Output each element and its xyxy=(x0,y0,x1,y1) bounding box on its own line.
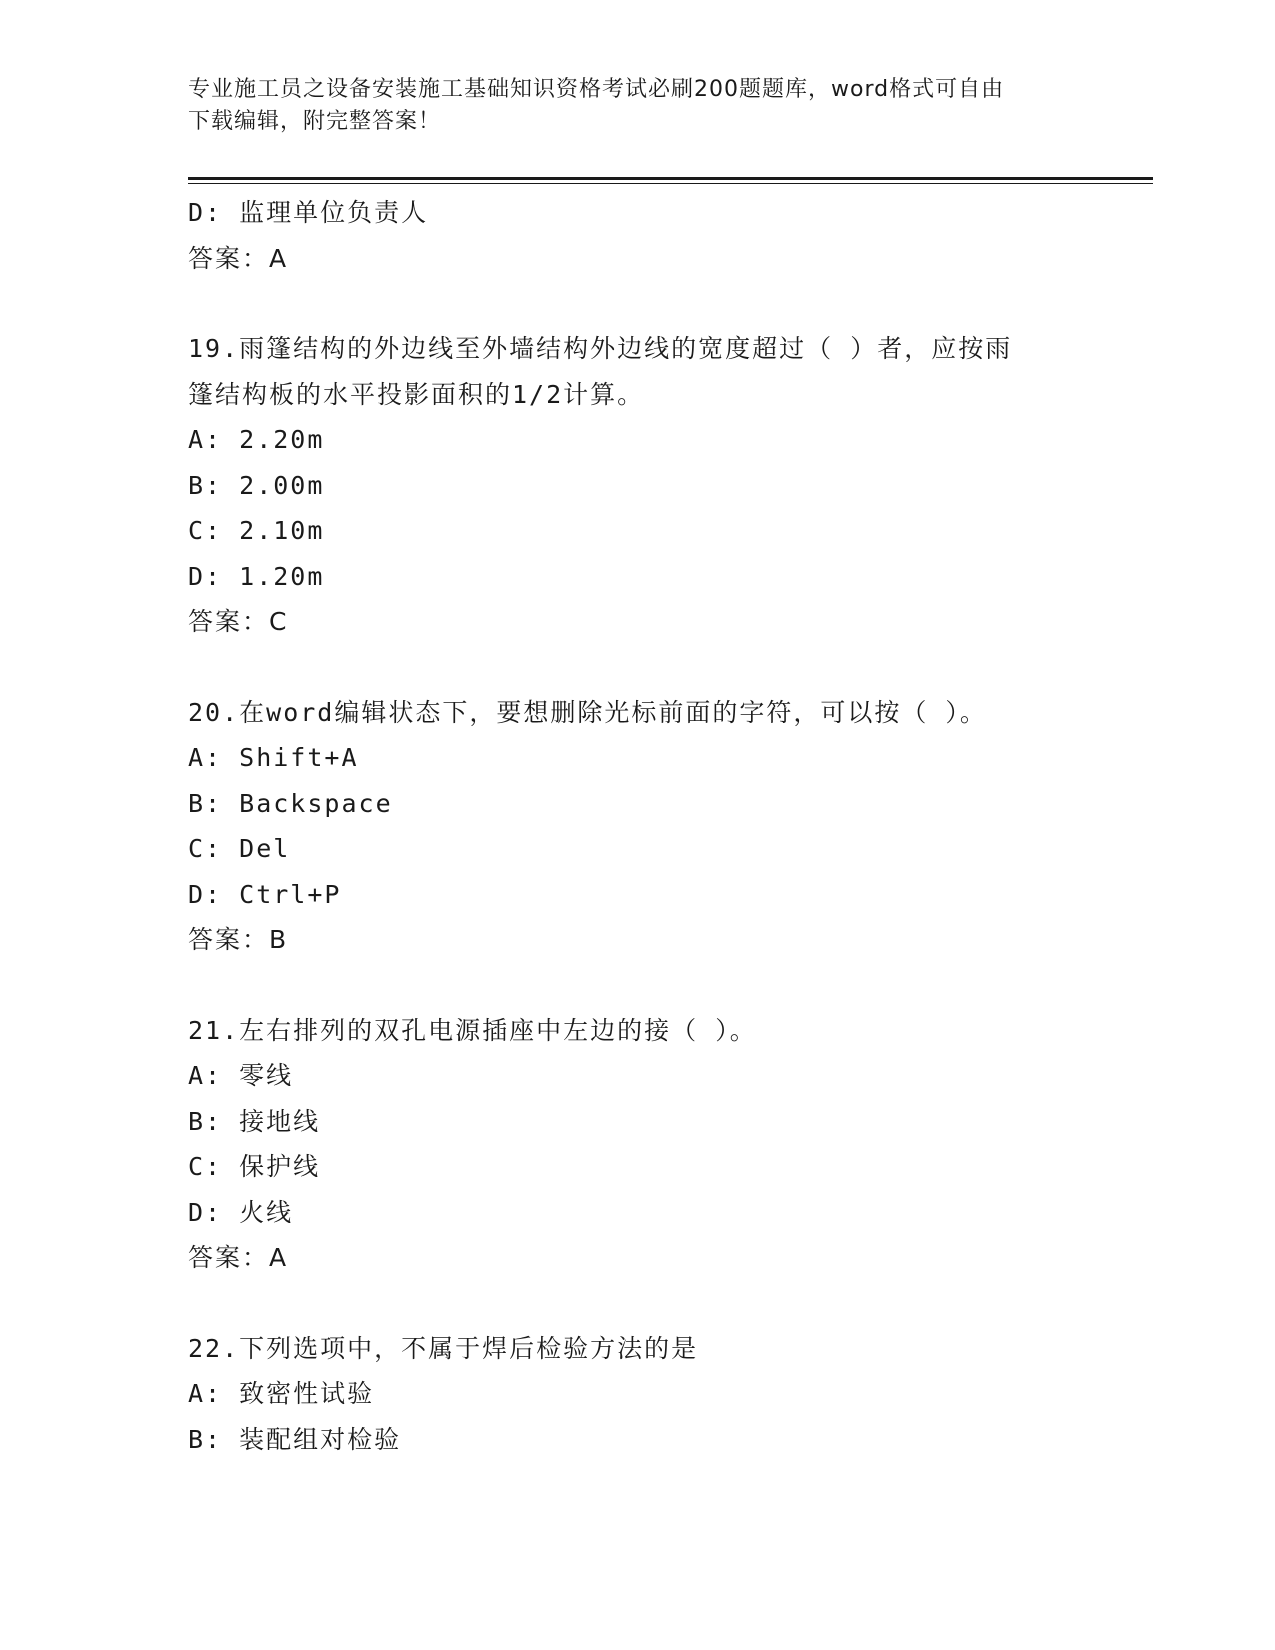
document-header xyxy=(188,74,1088,138)
option-a: A: 致密性试验 xyxy=(188,1379,375,1408)
answer-line: 答案：C xyxy=(188,607,289,636)
option-d: D: 监理单位负责人 xyxy=(188,198,429,227)
spacer xyxy=(188,281,1088,326)
question-text: 20.在word编辑状态下，要想删除光标前面的字符，可以按（ ）。 xyxy=(188,697,987,727)
option-a: A: 2.20m xyxy=(188,425,325,454)
option-d: D: 1.20m xyxy=(188,561,325,591)
option-d: D: Ctrl+P xyxy=(188,879,342,909)
option-b: B: Backspace xyxy=(188,788,393,818)
header-title-line-1: 专业施工员之设备安装施工基础知识资格考试必刷200题题库，word格式可自由 xyxy=(188,77,1005,102)
header-title-line-2: 下载编辑，附完整答案！ xyxy=(188,109,442,134)
question-text: 19.雨篷结构的外边线至外墙结构外边线的宽度超过（ ）者，应按雨 xyxy=(188,334,1013,363)
spacer xyxy=(188,645,1088,690)
question-19 xyxy=(188,326,1088,645)
answer-line: 答案：B xyxy=(188,925,289,954)
question-text-continued: 篷结构板的水平投影面积的1/2计算。 xyxy=(188,379,645,409)
question-text: 21.左右排列的双孔电源插座中左边的接（ ）。 xyxy=(188,1015,757,1045)
question-text: 22.下列选项中，不属于焊后检验方法的是 xyxy=(188,1333,699,1363)
question-20 xyxy=(188,690,1088,963)
option-b: B: 2.00m xyxy=(188,470,325,500)
option-c: C: 保护线 xyxy=(188,1152,321,1181)
option-d: D: 火线 xyxy=(188,1197,294,1227)
question-22 xyxy=(188,1326,1088,1463)
option-b: B: 装配组对检验 xyxy=(188,1424,402,1454)
question-21 xyxy=(188,1008,1088,1281)
question-18-tail xyxy=(188,190,1088,281)
option-c: C: 2.10m xyxy=(188,516,325,545)
answer-line: 答案：A xyxy=(188,243,289,273)
question-content xyxy=(188,190,1088,1462)
option-a: A: 零线 xyxy=(188,1061,294,1090)
option-a: A: Shift+A xyxy=(188,743,359,772)
option-c: C: Del xyxy=(188,834,291,863)
header-divider-thin xyxy=(188,183,1153,184)
answer-line: 答案：A xyxy=(188,1243,289,1272)
spacer xyxy=(188,1281,1088,1326)
header-divider-thick xyxy=(188,177,1153,180)
option-b: B: 接地线 xyxy=(188,1106,321,1136)
spacer xyxy=(188,963,1088,1008)
